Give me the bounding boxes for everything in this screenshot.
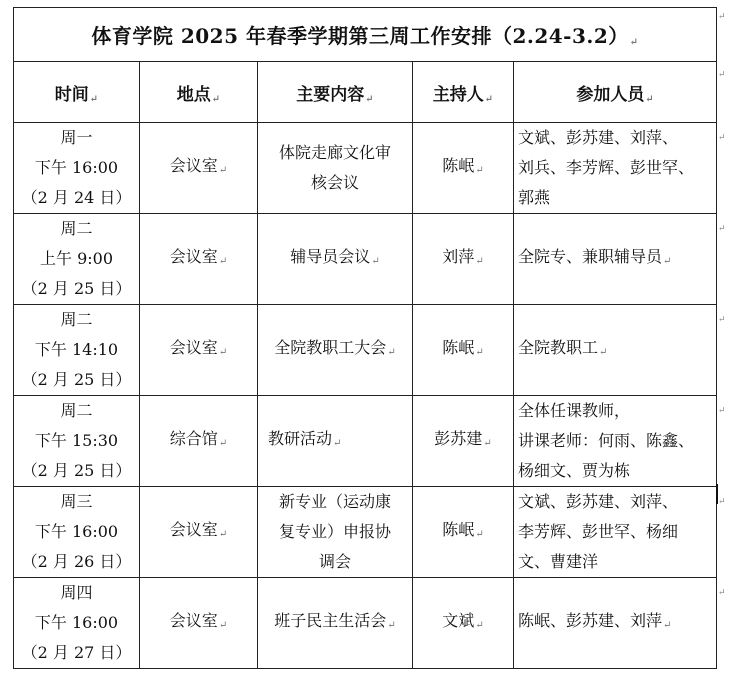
table-row [14, 487, 717, 578]
header-label: 参加人员 [576, 84, 645, 105]
participants-cell[interactable] [514, 214, 717, 305]
host-cell[interactable] [413, 214, 514, 305]
participants-text: 全体任课教师， [518, 401, 631, 420]
table-row [14, 214, 717, 305]
host-cell[interactable] [413, 305, 514, 396]
paragraph-mark-icon: ↵ [365, 93, 374, 105]
paragraph-mark-icon: ↵ [211, 93, 221, 105]
content-cell[interactable] [258, 396, 413, 487]
header-label: 时间 [54, 84, 89, 105]
host-text: 彭苏建 [434, 428, 483, 448]
clock-text: 上午 9:00 [39, 249, 114, 268]
schedule-table [13, 7, 717, 669]
content-text: 复专业）申报协 [278, 522, 391, 541]
content-cell[interactable] [258, 123, 413, 214]
weekday-text: 周一 [60, 128, 93, 147]
paragraph-mark-icon: ↵ [333, 437, 342, 449]
paragraph-mark-icon: ↵ [89, 93, 99, 105]
paragraph-mark-icon: ↵ [218, 164, 228, 176]
paragraph-mark-icon: ↵ [218, 619, 228, 631]
weekday-text: 周二 [60, 401, 93, 420]
date-text: （2 月 25 日） [21, 461, 132, 480]
host-text: 文斌 [442, 610, 475, 630]
content-text: 体院走廊文化审 [278, 143, 391, 162]
paragraph-mark-icon: ↵ [663, 255, 672, 267]
location-text: 综合馆 [169, 428, 218, 448]
location-cell[interactable] [140, 214, 258, 305]
location-text: 会议室 [169, 246, 218, 266]
paragraph-mark-icon: ↵ [475, 255, 484, 267]
text-cursor [716, 484, 718, 504]
paragraph-mark-icon: ↵ [218, 346, 228, 358]
participants-text: 李芳辉、彭世罕、杨细 [518, 522, 679, 541]
location-text: 会议室 [169, 337, 218, 357]
clock-text: 下午 16:00 [34, 613, 119, 632]
weekday-text: 周三 [60, 492, 93, 511]
host-text: 陈岷 [442, 155, 475, 175]
participants-text: 陈岷、彭苏建、刘萍 [518, 610, 663, 630]
time-cell[interactable] [14, 305, 140, 396]
row-end-mark-icon: ↵ [718, 133, 726, 143]
content-cell[interactable] [258, 487, 413, 578]
weekday-text: 周二 [60, 310, 93, 329]
time-cell[interactable] [14, 396, 140, 487]
participants-cell[interactable] [514, 578, 717, 669]
time-cell[interactable] [14, 578, 140, 669]
header-content[interactable] [258, 62, 413, 123]
table-row [14, 396, 717, 487]
location-cell[interactable] [140, 578, 258, 669]
participants-cell[interactable] [514, 396, 717, 487]
header-host[interactable] [413, 62, 514, 123]
content-cell[interactable] [258, 578, 413, 669]
host-cell[interactable] [413, 123, 514, 214]
row-end-mark-icon: ↵ [718, 588, 726, 598]
clock-text: 下午 16:00 [34, 158, 119, 177]
content-text: 教研活动 [268, 428, 333, 448]
host-cell[interactable] [413, 396, 514, 487]
content-text: 新专业（运动康 [278, 492, 391, 511]
paragraph-mark-icon: ↵ [475, 528, 484, 540]
row-end-mark-icon: ↵ [718, 315, 726, 325]
paragraph-mark-icon: ↵ [629, 37, 639, 48]
clock-text: 下午 15:30 [34, 431, 119, 450]
paragraph-mark-icon: ↵ [475, 164, 484, 176]
content-text: 全院教职工大会 [274, 337, 387, 357]
table-row [14, 578, 717, 669]
row-end-mark-icon: ↵ [718, 70, 726, 80]
paragraph-mark-icon: ↵ [484, 93, 494, 105]
row-end-mark-icon: ↵ [718, 12, 726, 22]
paragraph-mark-icon: ↵ [475, 346, 484, 358]
participants-text: 文斌、彭苏建、刘萍、 [518, 492, 679, 511]
participants-text: 讲课老师：何雨、陈鑫、 [518, 431, 695, 450]
location-text: 会议室 [169, 610, 218, 630]
host-text: 陈岷 [442, 337, 475, 357]
clock-text: 下午 16:00 [34, 522, 119, 541]
host-cell[interactable] [413, 578, 514, 669]
content-text: 班子民主生活会 [274, 610, 387, 630]
row-end-mark-icon: ↵ [718, 224, 726, 234]
row-end-mark-icon: ↵ [718, 406, 726, 416]
header-row [14, 62, 717, 123]
date-text: （2 月 26 日） [21, 552, 132, 571]
participants-text: 郭燕 [518, 188, 551, 207]
paragraph-mark-icon: ↵ [218, 528, 228, 540]
host-text: 刘萍 [442, 246, 475, 266]
header-label: 地点 [176, 84, 211, 105]
table-row [14, 305, 717, 396]
paragraph-mark-icon: ↵ [645, 93, 654, 105]
participants-text: 刘兵、李芳辉、彭世罕、 [518, 158, 695, 177]
title-text: 体育学院 2025 年春季学期第三周工作安排（2.24-3.2） [91, 24, 629, 48]
date-text: （2 月 27 日） [21, 643, 132, 662]
participants-cell[interactable] [514, 487, 717, 578]
participants-cell[interactable] [514, 123, 717, 214]
date-text: （2 月 24 日） [21, 188, 132, 207]
participants-text: 文斌、彭苏建、刘萍、 [518, 128, 679, 147]
location-cell[interactable] [140, 487, 258, 578]
paragraph-mark-icon: ↵ [387, 346, 396, 358]
location-cell[interactable] [140, 123, 258, 214]
header-time[interactable] [14, 62, 140, 123]
content-text: 核会议 [310, 173, 359, 192]
time-cell[interactable] [14, 487, 140, 578]
host-cell[interactable] [413, 487, 514, 578]
content-text: 辅导员会议 [290, 246, 371, 266]
paragraph-mark-icon: ↵ [387, 619, 396, 631]
participants-text: 全院专、兼职辅导员 [518, 246, 663, 266]
participants-cell[interactable] [514, 305, 717, 396]
content-text: 调会 [318, 552, 351, 571]
paragraph-mark-icon: ↵ [218, 255, 228, 267]
weekday-text: 周二 [60, 219, 93, 238]
header-location[interactable] [140, 62, 258, 123]
participants-text: 杨细文、贾为栋 [518, 461, 631, 480]
location-cell[interactable] [140, 396, 258, 487]
location-cell[interactable] [140, 305, 258, 396]
paragraph-mark-icon: ↵ [663, 619, 672, 631]
table-row [14, 123, 717, 214]
host-text: 陈岷 [442, 519, 475, 539]
time-cell[interactable] [14, 214, 140, 305]
header-label: 主持人 [432, 84, 484, 105]
date-text: （2 月 25 日） [21, 370, 132, 389]
paragraph-mark-icon: ↵ [483, 437, 492, 449]
paragraph-mark-icon: ↵ [475, 619, 484, 631]
paragraph-mark-icon: ↵ [599, 346, 608, 358]
time-cell[interactable] [14, 123, 140, 214]
header-label: 主要内容 [296, 84, 365, 105]
weekday-text: 周四 [60, 583, 93, 602]
content-cell[interactable] [258, 305, 413, 396]
paragraph-mark-icon: ↵ [218, 437, 228, 449]
location-text: 会议室 [169, 155, 218, 175]
document-title[interactable] [14, 8, 717, 62]
location-text: 会议室 [169, 519, 218, 539]
participants-text: 全院教职工 [518, 337, 599, 357]
header-participants[interactable] [514, 62, 717, 123]
row-end-mark-icon: ↵ [718, 497, 726, 507]
participants-text: 文、曹建洋 [518, 552, 599, 571]
date-text: （2 月 25 日） [21, 279, 132, 298]
paragraph-mark-icon: ↵ [371, 255, 380, 267]
clock-text: 下午 14:10 [34, 340, 119, 359]
content-cell[interactable] [258, 214, 413, 305]
